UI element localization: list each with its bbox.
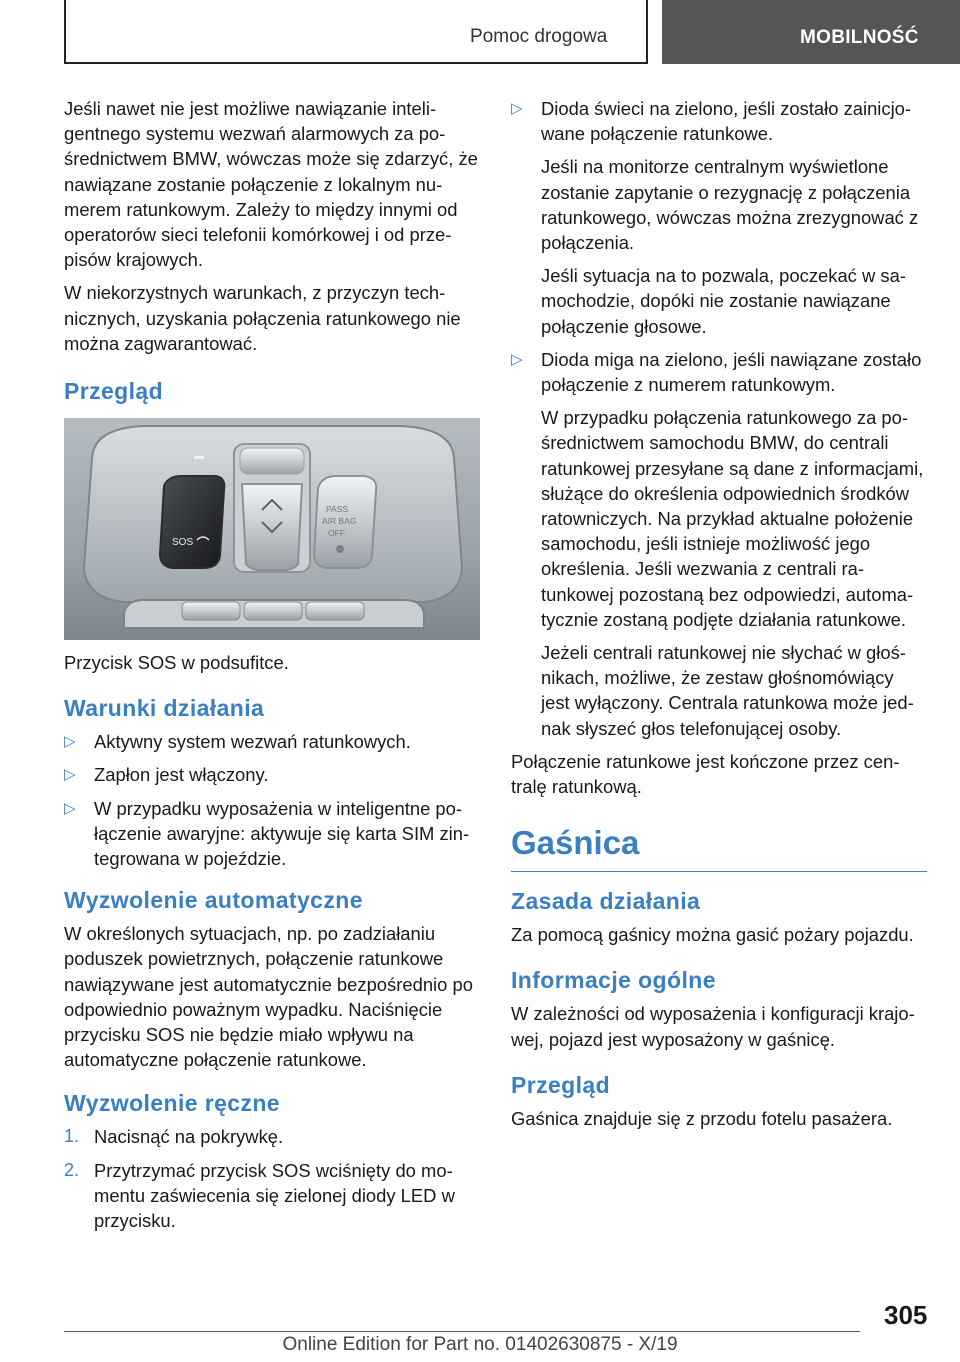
list-item: ▷ W przypadku wyposażenia w inteligentne połączenie awaryjne: aktywuje się karta SIM zintegrowana w pojeździe.: [64, 797, 470, 870]
heading-overview-extinguisher: Przegląd: [511, 1071, 611, 1098]
paragraph: W niekorzystnych warunkach, z przyczyn technicznych, uzyskania połączenia ratunkowego nie można zagwarantować.: [64, 282, 461, 354]
heading-overview: Przegląd: [64, 378, 164, 405]
heading-principle: Zasada działania: [511, 888, 701, 915]
triangle-right-icon: ▷: [64, 733, 76, 751]
sos-button-photo: [64, 418, 480, 640]
list-item: ▷ Zapłon jest włączony.: [64, 762, 480, 787]
heading-fire-extinguisher: Gaśnica: [511, 824, 640, 862]
page-number: 305: [884, 1300, 928, 1330]
list-item: 2. Przytrzymać przycisk SOS wciśnięty do momentu zaświecenia się zielonej diody LED w przycisku.: [64, 1159, 455, 1232]
heading-general-info: Informacje ogólne: [511, 967, 716, 994]
triangle-right-icon: ▷: [64, 799, 76, 817]
header-chapter-tab: [662, 0, 960, 64]
paragraph: Jeśli nawet nie jest możliwe nawiązanie inteligentnego systemu wezwań alarmowych za pośrednictwem BMW, wówczas może się zdarzyć, że nawiązane zostanie połączenie z lokalnym numerem ratunkowym. Zależy to między innymi od operatorów sieci telefonii komórkowej i od przepisów krajowych.: [64, 98, 478, 271]
heading-manual-trigger: Wyzwolenie ręczne: [64, 1090, 281, 1117]
led-status-list: [511, 96, 927, 741]
paragraph: W określonych sytuacjach, np. po zadziałaniu poduszek powietrznych, połączenie ratunkowe nawiązywane jest automatycznie bezpośrednio po odpowiednio poważnym wypadku. Naciśnięcie przycisku SOS nie będzie miało wpływu na automatyczne połączenie ratunkowe.: [64, 923, 473, 1071]
paragraph: Połączenie ratunkowe jest kończone przez centralę ratunkową.: [511, 750, 900, 798]
header-section-title: Pomoc drogowa: [470, 26, 608, 47]
footer-rule: [64, 1331, 860, 1332]
sos-label: SOS: [172, 537, 194, 549]
left-column: [64, 96, 480, 1241]
figure-caption: Przycisk SOS w podsufitce.: [64, 652, 289, 674]
list-item: ▷ Dioda świeci na zielono, jeśli zostało zainicjowane połączenie ratunkowe. Jeśli na monitorze centralnym wyświetlone zostanie zapytanie o rezygnację z połączenia ratunkowego, wówczas można zrezygnować z połączenia. Jeśli sytuacja na to pozwala, poczekać w samochodzie, dopóki nie zostanie nawiązane połączenie głosowe.: [511, 96, 927, 339]
header-chapter-title: MOBILNOŚĆ: [800, 27, 919, 48]
sub-paragraph: Jeśli na monitorze centralnym wyświetlone zostanie zapytanie o rezygnację z połączenia ratunkowego, wówczas można zrezygnować z połączenia.: [541, 156, 919, 254]
paragraph: Za pomocą gaśnicy można gasić pożary pojazdu.: [511, 924, 914, 946]
heading-automatic-trigger: Wyzwolenie automatyczne: [64, 887, 363, 914]
paragraph: W zależności od wyposażenia i konfiguracji krajowej, pojazd jest wyposażony w gaśnicę.: [511, 1003, 915, 1050]
triangle-right-icon: ▷: [64, 766, 76, 784]
triangle-right-icon: ▷: [511, 100, 523, 117]
pass-label: PASS: [326, 504, 349, 515]
heading-conditions: Warunki działania: [64, 695, 265, 722]
paragraph: Gaśnica znajduje się z przodu fotelu pasażera.: [511, 1107, 893, 1129]
steps-list: [64, 1124, 480, 1233]
sos-button-illustration: [64, 418, 480, 640]
conditions-list: [64, 729, 480, 871]
off-label: OFF: [328, 528, 345, 539]
footer-edition: Online Edition for Part no. 01402630875 - X/19: [282, 1334, 678, 1355]
list-item: ▷ Aktywny system wezwań ratunkowych.: [64, 729, 480, 754]
heading-rule: [511, 871, 927, 872]
sub-paragraph: W przypadku połączenia ratunkowego za pośrednictwem samochodu BMW, do centrali ratunkowej przesyłane są dane z informacjami, służące do określenia odpowiednich środków ratowniczych. Na przykład aktualne położenie samochodu, jeśli istnieje możliwość jego określenia. Jeśli wezwania z centrali ratunkowej pozostaną bez odpowiedzi, automatycznie zostaną podjęte działania ratunkowe.: [541, 407, 924, 630]
list-item: 1. Nacisnąć na pokrywkę.: [64, 1126, 284, 1148]
list-item: ▷ Dioda miga na zielono, jeśli nawiązane zostało połączenie z numerem ratunkowym. W przypadku połączenia ratunkowego za pośrednictwem samochodu BMW, do centrali ratunkowej przesyłane są dane z informacjami, służące do określenia odpowiednich środków ratowniczych. Na przykład aktualne położenie samochodu, jeśli istnieje możliwość jego określenia. Jeśli wezwania z centrali ratunkowej pozostaną bez odpowiedzi, automatycznie zostaną podjęte działania ratunkowe. Jeżeli centrali ratunkowej nie słychać w głośnikach, możliwe, że zestaw głośnomówiący jest wyłączony. Centrala ratunkowa może jednak słyszeć głos telefonującej osoby.: [511, 347, 927, 741]
right-column: [511, 96, 927, 1139]
airbag-label: AIR BAG: [322, 516, 357, 527]
sub-paragraph: Jeśli sytuacja na to pozwala, poczekać w samochodzie, dopóki nie zostanie nawiązane połączenie głosowe.: [541, 265, 906, 337]
sub-paragraph: Jeżeli centrali ratunkowej nie słychać w głośnikach, możliwe, że zestaw głośnomówiący jest wyłączony. Centrala ratunkowa może jednak słyszeć głos telefonującej osoby.: [541, 642, 914, 739]
triangle-right-icon: ▷: [511, 350, 523, 368]
